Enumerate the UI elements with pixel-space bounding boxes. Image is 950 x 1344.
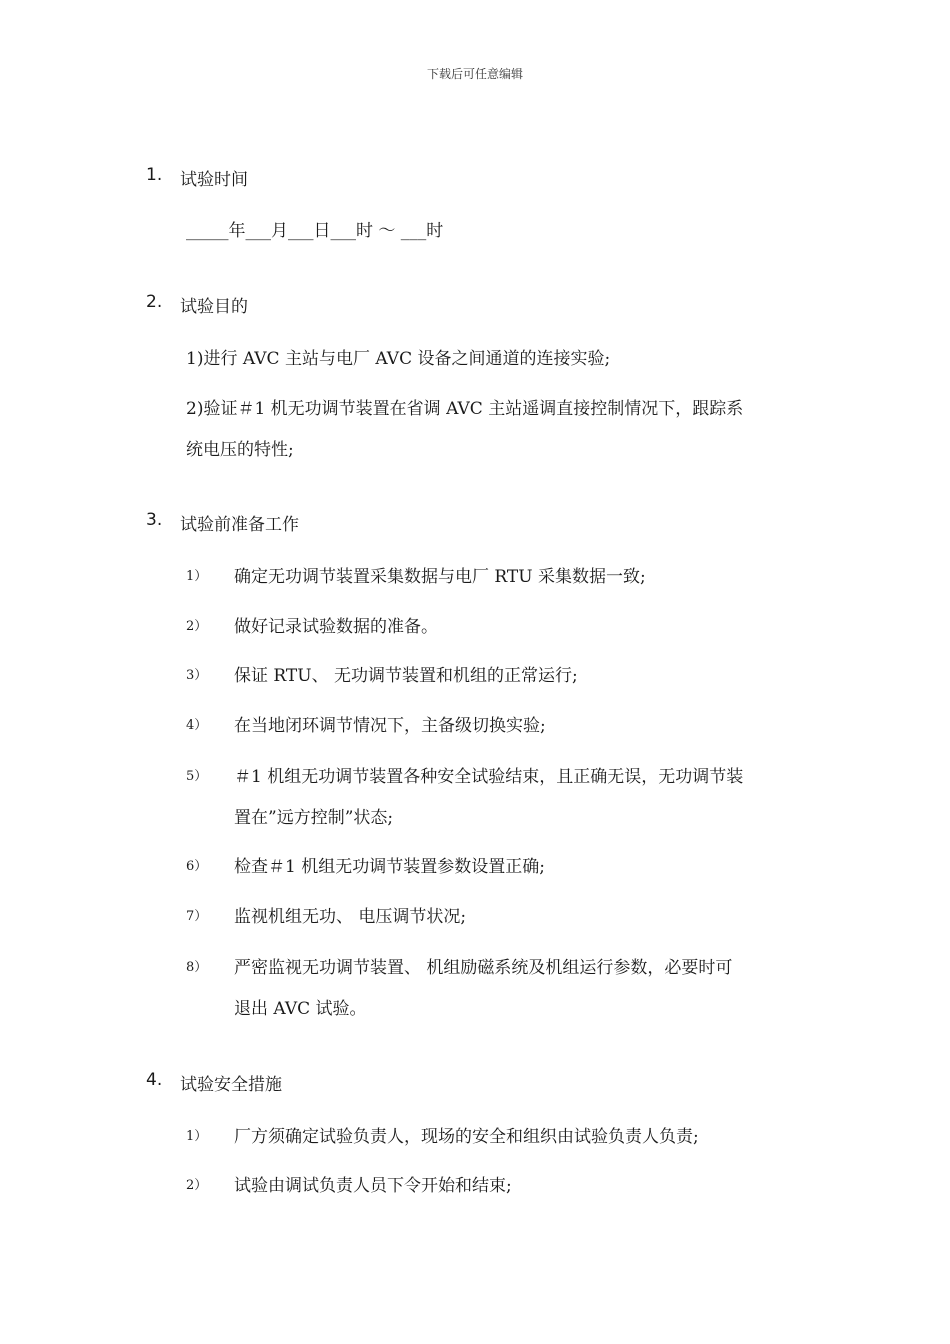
safety-item-text: 厂方须确定试验负责人，现场的安全和组织由试验负责人负责; bbox=[234, 1127, 699, 1147]
prep-item-number: 7） bbox=[186, 909, 208, 924]
prep-item-number: 5） bbox=[186, 769, 208, 784]
section-4-number: 4. bbox=[146, 1070, 163, 1090]
safety-item-number: 2） bbox=[186, 1178, 208, 1193]
prep-item-text: 严密监视无功调节装置、 机组励磁系统及机组运行参数，必要时可 bbox=[234, 958, 733, 978]
safety-item-number: 1） bbox=[186, 1129, 208, 1144]
prep-item-text: 在当地闭环调节情况下，主备级切换实验; bbox=[234, 716, 546, 736]
purpose-line-3: 统电压的特性; bbox=[186, 440, 294, 460]
prep-item-text: ＃1 机组无功调节装置各种安全试验结束，且正确无误，无功调节装 bbox=[234, 767, 744, 787]
section-1-title: 试验时间 bbox=[180, 170, 248, 190]
prep-item-number: 6） bbox=[186, 859, 208, 874]
prep-item-text: 监视机组无功、 电压调节状况; bbox=[234, 907, 467, 927]
prep-item-number: 3） bbox=[186, 668, 208, 683]
prep-item-number: 1） bbox=[186, 569, 208, 584]
page-header: 下载后可任意编辑 bbox=[426, 67, 523, 81]
section-1-number: 1. bbox=[146, 165, 163, 185]
section-2-title: 试验目的 bbox=[180, 297, 248, 317]
prep-item-text-continued: 退出 AVC 试验。 bbox=[234, 999, 367, 1019]
purpose-line-2: 2)验证＃1 机无功调节装置在省调 AVC 主站遥调直接控制情况下，跟踪系 bbox=[186, 399, 744, 419]
section-3-title: 试验前准备工作 bbox=[180, 515, 299, 535]
prep-item-text: 确定无功调节装置采集数据与电厂 RTU 采集数据一致; bbox=[234, 567, 646, 587]
prep-item-text: 检查＃1 机组无功调节装置参数设置正确; bbox=[234, 857, 545, 877]
section-3-number: 3. bbox=[146, 510, 163, 530]
test-time-line: _____年___月___日___时 ～ ___时 bbox=[186, 221, 444, 241]
prep-item-text-continued: 置在”远方控制”状态; bbox=[234, 808, 394, 828]
section-2-number: 2. bbox=[146, 292, 163, 312]
purpose-line-1: 1)进行 AVC 主站与电厂 AVC 设备之间通道的连接实验; bbox=[186, 349, 611, 369]
section-4-title: 试验安全措施 bbox=[180, 1075, 282, 1095]
safety-item-text: 试验由调试负责人员下令开始和结束; bbox=[234, 1176, 512, 1196]
prep-item-number: 8） bbox=[186, 960, 208, 975]
prep-item-number: 2） bbox=[186, 619, 208, 634]
prep-item-text: 保证 RTU、 无功调节装置和机组的正常运行; bbox=[234, 666, 578, 686]
prep-item-text: 做好记录试验数据的准备。 bbox=[234, 617, 438, 637]
prep-item-number: 4） bbox=[186, 718, 208, 733]
